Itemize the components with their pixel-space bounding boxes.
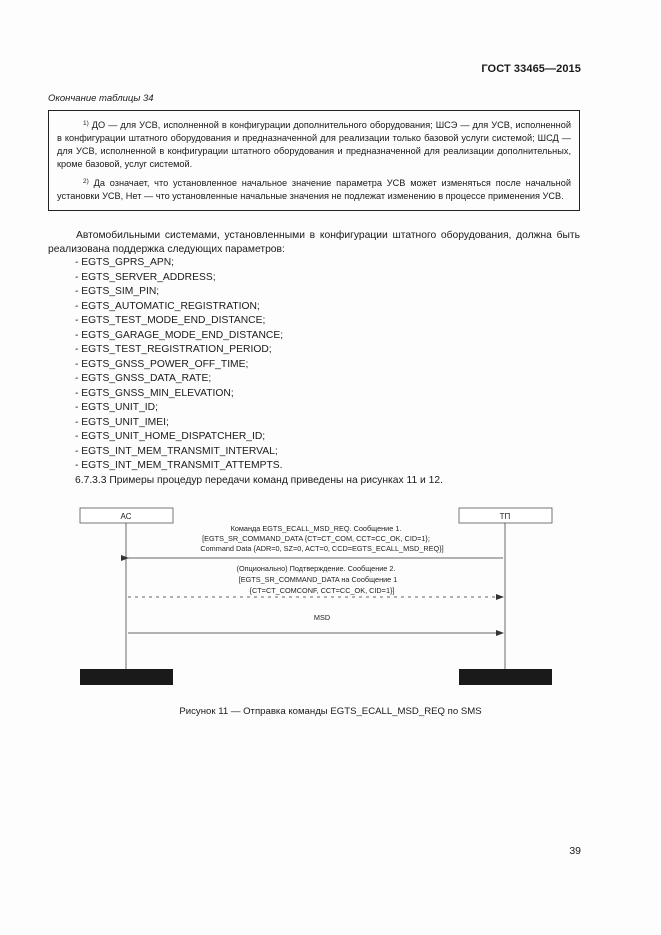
parameter-item: - EGTS_TEST_MODE_END_DISTANCE; xyxy=(75,315,266,326)
table-notes-box xyxy=(48,110,580,211)
note-text: ДО — для УСВ, исполненной в конфигурации дополнительного оборудования; ШСЭ — для УСВ, исполненной в конфигурации штатного оборудования и предназначенной для реализации только базовой услуги системой; ШСД — для УСВ, исполненной в конфигурации штатного оборудования и предназначенной для реализации дополнительных, кроме базовой, услуг системой. xyxy=(57,120,571,169)
parameter-item: - EGTS_GARAGE_MODE_END_DISTANCE; xyxy=(75,329,284,341)
note-marker: 2) xyxy=(83,178,89,185)
message2-line: {CT=CT_COMCONF, CCT=CC_OK, CID=1}] xyxy=(249,586,395,595)
parameter-item: - EGTS_AUTOMATIC_REGISTRATION; xyxy=(75,300,260,312)
lifeline-end-left xyxy=(80,669,173,685)
intro-paragraph: Автомобильными системами, установленными в конфигурации штатного оборудования, должна быть реализована поддержка следующих параметров: xyxy=(48,230,580,256)
parameter-item: - EGTS_INT_MEM_TRANSMIT_INTERVAL; xyxy=(75,445,278,457)
note-text: Да означает, что установленное начальное значение параметра УСВ может изменяться после начальной установки УСВ, Нет — что установленные начальные значения не подлежат изменению в процессе применения УСВ. xyxy=(57,178,571,201)
parameter-item: - EGTS_GPRS_APN; xyxy=(75,257,174,268)
message3-label: MSD xyxy=(313,613,331,622)
message1-line: Команда EGTS_ECALL_MSD_REQ. Сообщение 1. xyxy=(230,524,402,533)
figure-caption: Рисунок 11 — Отправка команды EGTS_ECALL_MSD_REQ по SMS xyxy=(179,706,482,717)
note-marker: 1) xyxy=(83,120,89,127)
message1-line: [EGTS_SR_COMMAND_DATA {CT=CT_COM, CCT=CC_OK, CID=1}; xyxy=(202,534,430,543)
actor-label-right: ТП xyxy=(499,512,511,521)
message2-line: (Опционально) Подтверждение. Сообщение 2. xyxy=(236,564,396,573)
page-number: 39 xyxy=(569,845,581,857)
parameter-item: - EGTS_UNIT_HOME_DISPATCHER_ID; xyxy=(75,431,266,442)
lifeline-end-right xyxy=(459,669,552,685)
parameter-item: - EGTS_GNSS_POWER_OFF_TIME; xyxy=(75,358,249,370)
parameter-item: - EGTS_SIM_PIN; xyxy=(75,286,160,297)
table-continuation-label: Окончание таблицы 34 xyxy=(48,93,154,104)
clause-6-7-3-3: 6.7.3.3 Примеры процедур передачи команд приведены на рисунках 11 и 12. xyxy=(75,475,443,486)
table-note xyxy=(57,175,571,203)
parameter-item: - EGTS_TEST_REGISTRATION_PERIOD; xyxy=(75,344,272,355)
actor-label-left: АС xyxy=(120,512,132,521)
parameter-item: - EGTS_GNSS_MIN_ELEVATION; xyxy=(75,387,234,399)
parameter-item: - EGTS_UNIT_IMEI; xyxy=(75,416,169,428)
table-note xyxy=(57,117,571,171)
sequence-diagram xyxy=(0,490,661,700)
message1-line: Command Data {ADR=0, SZ=0, ACT=0, CCD=EGTS_ECALL_MSD_REQ}] xyxy=(200,544,444,553)
parameter-item: - EGTS_SERVER_ADDRESS; xyxy=(75,271,216,283)
parameter-item: - EGTS_GNSS_DATA_RATE; xyxy=(75,373,212,384)
parameter-item: - EGTS_INT_MEM_TRANSMIT_ATTEMPTS. xyxy=(75,460,283,471)
standard-code-header: ГОСТ 33465—2015 xyxy=(481,63,581,75)
message2-line: [EGTS_SR_COMMAND_DATA на Сообщение 1 xyxy=(238,575,398,584)
parameter-list xyxy=(75,256,283,474)
parameter-item: - EGTS_UNIT_ID; xyxy=(75,402,158,413)
